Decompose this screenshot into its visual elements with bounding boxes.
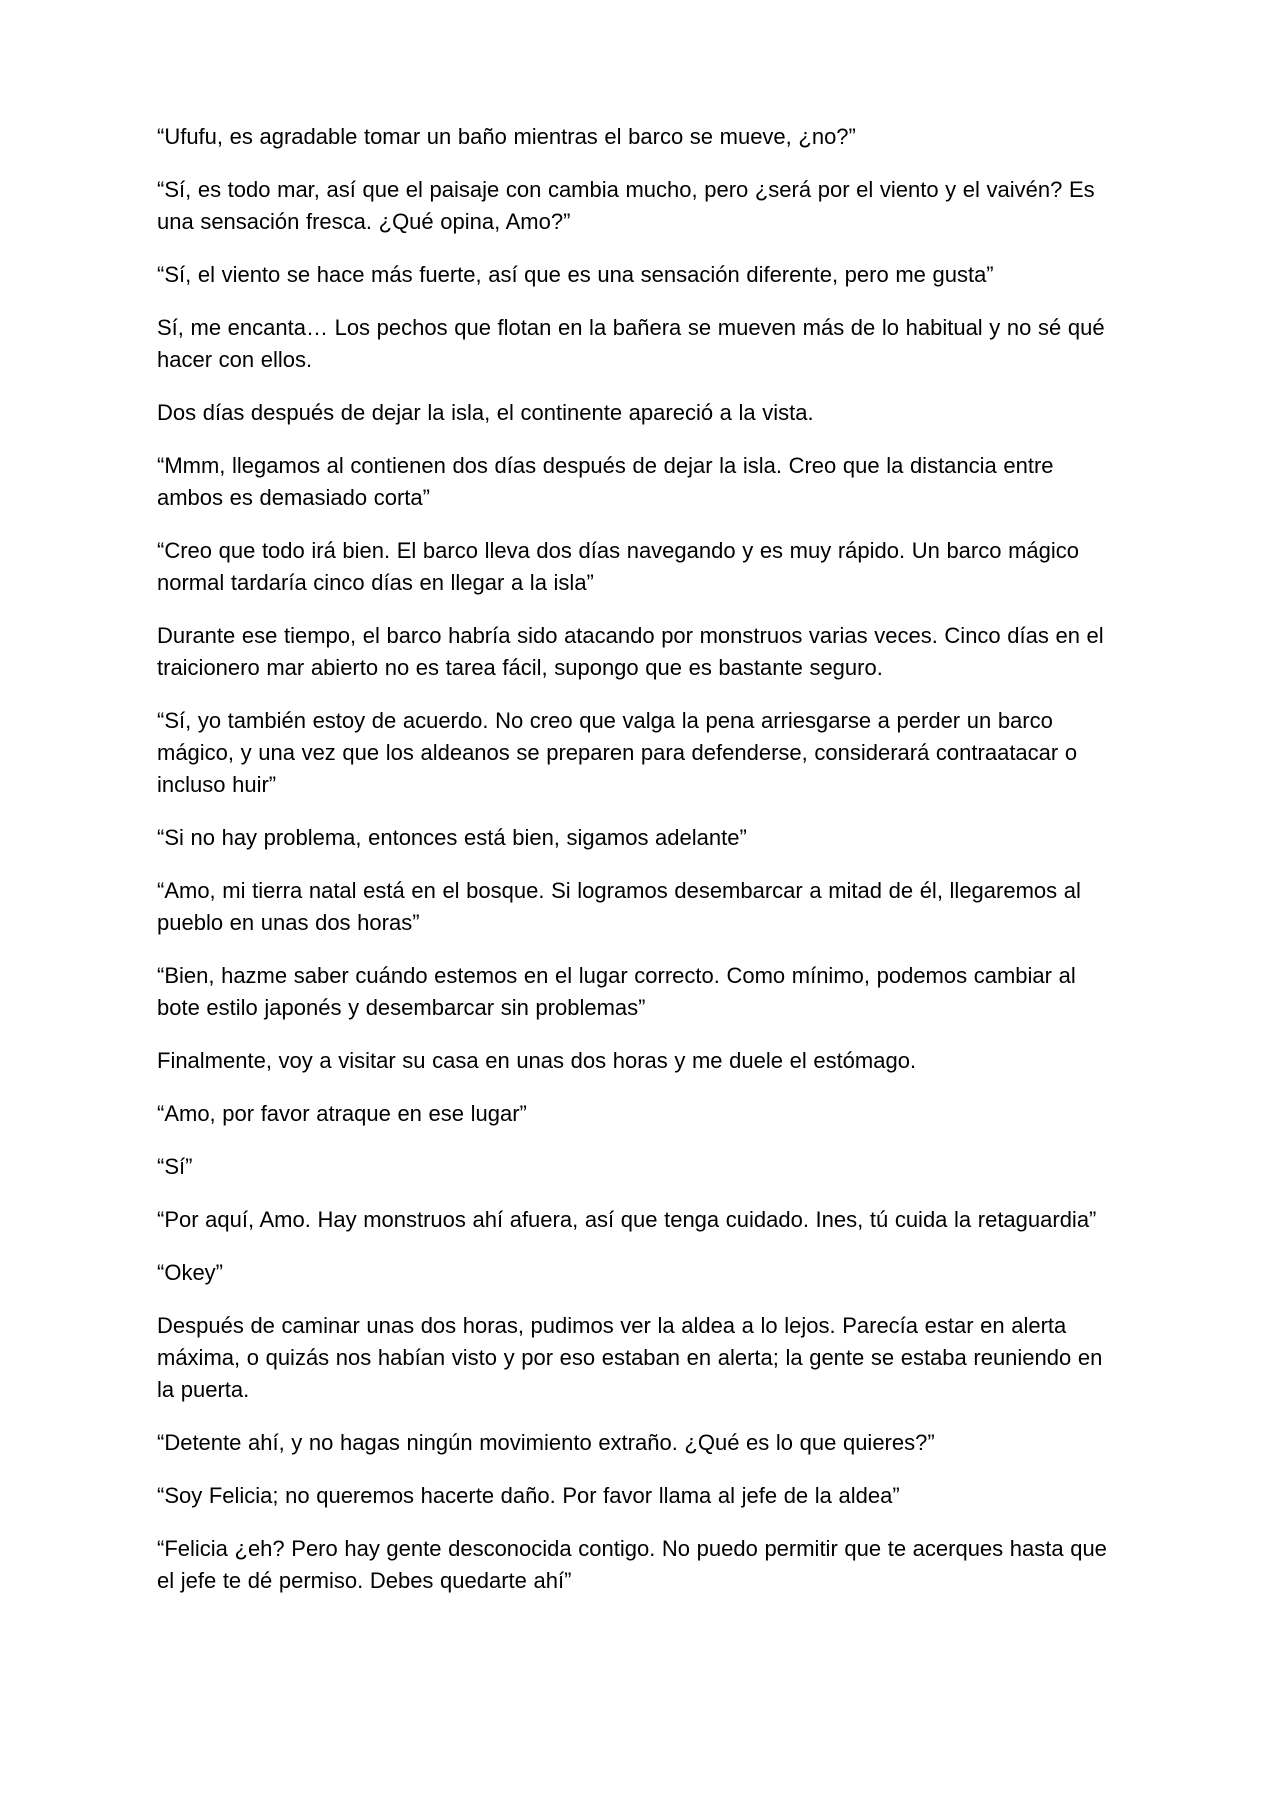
paragraph: “Mmm, llegamos al contienen dos días después de dejar la isla. Creo que la distancia entre ambos es demasiado corta” (157, 453, 1054, 510)
paragraph: “Amo, mi tierra natal está en el bosque. Si logramos desembarcar a mitad de él, llegaremos al pueblo en unas dos horas” (157, 878, 1081, 935)
paragraph: “Felicia ¿eh? Pero hay gente desconocida contigo. No puedo permitir que te acerques hasta que el jefe te dé permiso. Debes quedarte ahí” (157, 1536, 1107, 1593)
paragraph: “Creo que todo irá bien. El barco lleva dos días navegando y es muy rápido. Un barco mágico normal tardaría cinco días en llegar a la isla” (157, 538, 1080, 595)
paragraph: “Si no hay problema, entonces está bien, sigamos adelante” (157, 825, 747, 850)
paragraph: “Ufufu, es agradable tomar un baño mientras el barco se mueve, ¿no?” (157, 124, 856, 149)
paragraph: Después de caminar unas dos horas, pudimos ver la aldea a lo lejos. Parecía estar en alerta máxima, o quizás nos habían visto y por eso estaban en alerta; la gente se estaba reuniendo en la puerta. (157, 1313, 1103, 1402)
paragraph: “Sí, yo también estoy de acuerdo. No creo que valga la pena arriesgarse a perder un barco mágico, y una vez que los aldeanos se preparen para defenderse, considerará contraatacar o incluso huir” (157, 708, 1078, 797)
paragraph: “Detente ahí, y no hagas ningún movimiento extraño. ¿Qué es lo que quieres?” (157, 1430, 935, 1455)
paragraph: “Okey” (157, 1260, 223, 1285)
paragraph: Finalmente, voy a visitar su casa en unas dos horas y me duele el estómago. (157, 1048, 917, 1073)
paragraph: Durante ese tiempo, el barco habría sido atacando por monstruos varias veces. Cinco días en el traicionero mar abierto no es tarea fácil, supongo que es bastante seguro. (157, 623, 1104, 680)
paragraph: “Bien, hazme saber cuándo estemos en el lugar correcto. Como mínimo, podemos cambiar al bote estilo japonés y desembarcar sin problemas” (157, 963, 1076, 1020)
paragraph: “Sí, es todo mar, así que el paisaje con cambia mucho, pero ¿será por el viento y el vaivén? Es una sensación fresca. ¿Qué opina, Amo?” (157, 177, 1095, 234)
paragraph: “Sí, el viento se hace más fuerte, así que es una sensación diferente, pero me gusta” (157, 262, 994, 287)
paragraph: Dos días después de dejar la isla, el continente apareció a la vista. (157, 400, 814, 425)
paragraph: Sí, me encanta… Los pechos que flotan en la bañera se mueven más de lo habitual y no sé qué hacer con ellos. (157, 315, 1105, 372)
paragraph: “Amo, por favor atraque en ese lugar” (157, 1101, 527, 1126)
paragraph: “Por aquí, Amo. Hay monstruos ahí afuera, así que tenga cuidado. Ines, tú cuida la retaguardia” (157, 1207, 1097, 1232)
paragraph: “Soy Felicia; no queremos hacerte daño. Por favor llama al jefe de la aldea” (157, 1483, 900, 1508)
paragraph: “Sí” (157, 1154, 193, 1179)
